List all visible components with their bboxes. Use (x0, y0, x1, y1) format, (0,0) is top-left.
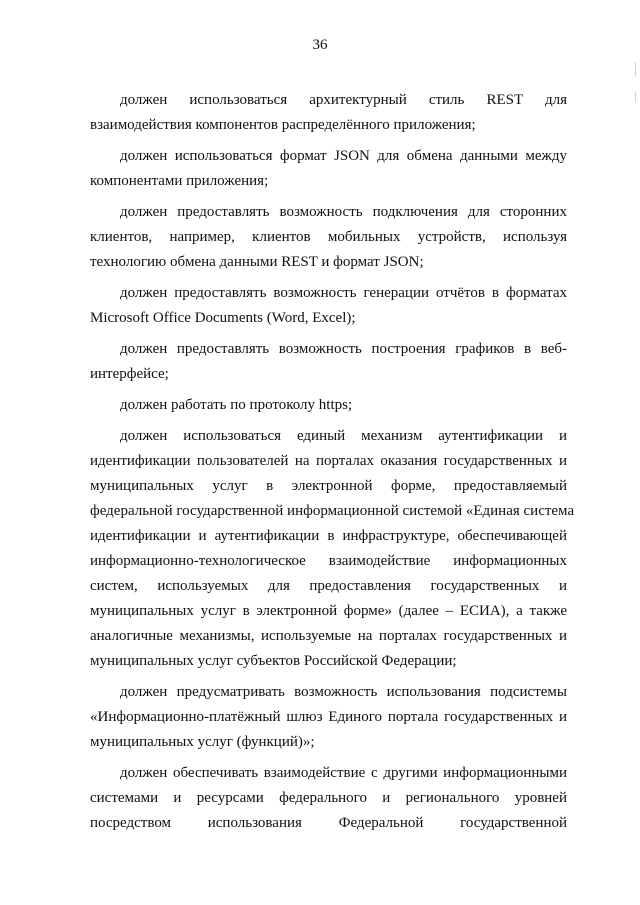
paragraph (90, 680, 567, 755)
paragraph (90, 424, 575, 674)
page-number: 36 (312, 37, 328, 53)
text-line: идентификации пользователей на порталах оказания государственных и (90, 453, 567, 469)
text-line: посредством использования Федеральной государственной (90, 815, 567, 831)
paragraph (90, 337, 567, 387)
text-line: должен предоставлять возможность подключения для сторонних (120, 204, 567, 220)
text-line: систем, используемых для предоставления государственных и (90, 578, 567, 594)
text-line: системами и ресурсами федерального и регионального уровней (90, 790, 567, 806)
text-line: муниципальных услуг в электронной форме» (далее – ЕСИА), а также (90, 603, 567, 619)
text-line: взаимодействия компонентов распределённого приложения; (90, 117, 476, 133)
text-line: идентификации и аутентификации в инфраструктуре, обеспечивающей (90, 528, 567, 544)
text-line: должен предоставлять возможность генерации отчётов в форматах (120, 285, 567, 301)
scan-edge-mark (635, 92, 636, 102)
text-line: должен использоваться формат JSON для обмена данными между (120, 148, 567, 164)
paragraph (90, 393, 567, 418)
text-line: компонентами приложения; (90, 173, 269, 189)
text-line: интерфейсе; (90, 366, 169, 382)
paragraph (90, 144, 567, 194)
text-line: технологию обмена данными REST и формат JSON; (90, 254, 424, 270)
text-line: информационно-технологическое взаимодействие информационных (90, 553, 567, 569)
paragraph (90, 88, 567, 138)
text-line: федеральной государственной информационной системой «Единая система (90, 503, 575, 519)
text-line: клиентов, например, клиентов мобильных устройств, используя (90, 229, 567, 245)
text-line: должен предоставлять возможность построения графиков в веб- (120, 341, 567, 357)
text-line: «Информационно-платёжный шлюз Единого портала государственных и (90, 709, 567, 725)
text-line: муниципальных услуг в электронной форме, предоставляемый (90, 478, 567, 494)
text-line: должен использоваться архитектурный стиль REST для (120, 92, 567, 108)
text-line: Microsoft Office Documents (Word, Excel); (90, 310, 356, 326)
text-line: должен обеспечивать взаимодействие с другими информационными (120, 765, 567, 781)
text-line: аналогичные механизмы, используемые на порталах государственных и (90, 628, 567, 644)
body-text (90, 88, 575, 836)
paragraph (90, 761, 567, 836)
text-line: муниципальных услуг (функций)»; (90, 734, 315, 750)
text-line: должен использоваться единый механизм аутентификации и (120, 428, 567, 444)
text-line: должен предусматривать возможность использования подсистемы (120, 684, 567, 700)
paragraph (90, 200, 567, 275)
text-line: должен работать по протоколу https; (120, 397, 353, 413)
text-line: муниципальных услуг субъектов Российской Федерации; (90, 653, 457, 669)
paragraph (90, 281, 567, 331)
scan-edge-mark (635, 62, 636, 76)
